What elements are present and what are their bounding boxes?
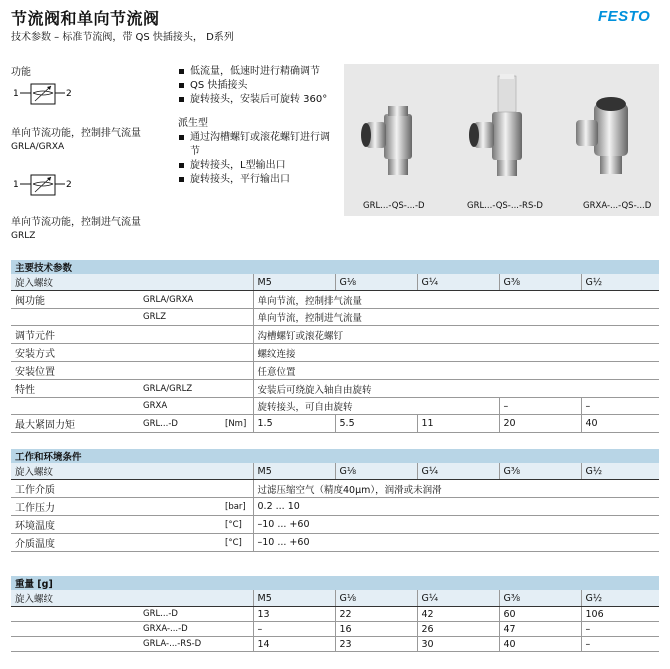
function-model-1: GRLA/GRXA	[11, 142, 65, 152]
table-row: 安装方式 螺纹连接	[11, 344, 659, 362]
table-row: GRL...-D 13 22 42 60 106	[11, 607, 659, 622]
derived-item: 旋转接头，平行输出口	[178, 173, 338, 187]
photo-caption-3: GRXA-...-QS-...D	[583, 201, 652, 211]
table-row: GRLA-...-RS-D 14 23 30 40 –	[11, 637, 659, 652]
festo-logo: FESTO	[598, 8, 651, 25]
function-heading: 功能	[11, 67, 31, 78]
fitting-grxa-icon	[576, 97, 628, 174]
table-header-row: 旋入螺纹 M5 G⅛ G¼ G⅜ G½	[11, 463, 659, 480]
photo-caption-1: GRL...-QS-...-D	[363, 201, 425, 211]
derived-item: 旋转接头，L型输出口	[178, 159, 338, 173]
table-row: 工作介质 过滤压缩空气（精度40μm），润滑或未润滑	[11, 480, 659, 498]
table-section-title: 主要技术参数	[11, 260, 659, 274]
table-section-title: 重量 [g]	[11, 576, 659, 590]
table-section-title: 工作和环境条件	[11, 449, 659, 463]
symbol-supply-icon	[11, 172, 73, 206]
photo-caption-2: GRL...-QS-...-RS-D	[467, 201, 543, 211]
function-model-2: GRLZ	[11, 231, 36, 241]
symbol-exhaust-icon	[11, 81, 73, 115]
symbol-port-2: 2	[66, 89, 72, 99]
table-row: 特性 GRLA/GRLZ 安装后可绕旋入轴自由旋转	[11, 380, 659, 398]
function-desc-1: 单向节流功能，控制排气流量	[11, 128, 141, 139]
fitting-grl-rs-icon	[469, 74, 522, 176]
feature-item: QS 快插接头	[178, 79, 338, 93]
table-row: 介质温度 [°C] –10 ... +60	[11, 534, 659, 552]
table-header-row: 旋入螺纹 M5 G⅛ G¼ G⅜ G½	[11, 590, 659, 607]
table-row: 阀功能 GRLA/GRXA 单向节流，控制排气流量	[11, 291, 659, 309]
derived-heading: 派生型	[178, 118, 208, 129]
function-desc-2: 单向节流功能，控制进气流量	[11, 217, 141, 228]
page-subtitle: 技术参数 – 标准节流阀，带 QS 快插接头， D系列	[11, 32, 234, 43]
table-row: 调节元件 沟槽螺钉或滚花螺钉	[11, 326, 659, 344]
operating-conditions-table	[11, 449, 659, 552]
table-row: 工作压力 [bar] 0.2 ... 10	[11, 498, 659, 516]
table-row: 最大紧固力矩 GRL...-D [Nm] 1.5 5.5 11 20 40	[11, 415, 659, 433]
main-specs-table	[11, 260, 659, 433]
symbol-port-2: 2	[66, 180, 72, 190]
table-row: 安装位置 任意位置	[11, 362, 659, 380]
product-photo	[344, 64, 659, 216]
table-row: GRXA 旋转接头，可自由旋转 – –	[11, 398, 659, 415]
page-title: 节流阀和单向节流阀	[11, 9, 160, 28]
feature-item: 旋转接头，安装后可旋转 360°	[178, 93, 338, 107]
table-header-row: 旋入螺纹 M5 G⅛ G¼ G⅜ G½	[11, 274, 659, 291]
table-row: GRLZ 单向节流，控制进气流量	[11, 309, 659, 326]
derived-item: 通过沟槽螺钉或滚花螺钉进行调节	[178, 131, 338, 159]
table-row: 环境温度 [°C] –10 ... +60	[11, 516, 659, 534]
features-list	[178, 65, 338, 187]
table-row: GRXA-...-D – 16 26 47 –	[11, 622, 659, 637]
weight-table	[11, 576, 659, 652]
feature-item: 低流量，低速时进行精确调节	[178, 65, 338, 79]
fitting-grl-icon	[361, 106, 412, 175]
symbol-port-1: 1	[13, 180, 19, 190]
symbol-port-1: 1	[13, 89, 19, 99]
